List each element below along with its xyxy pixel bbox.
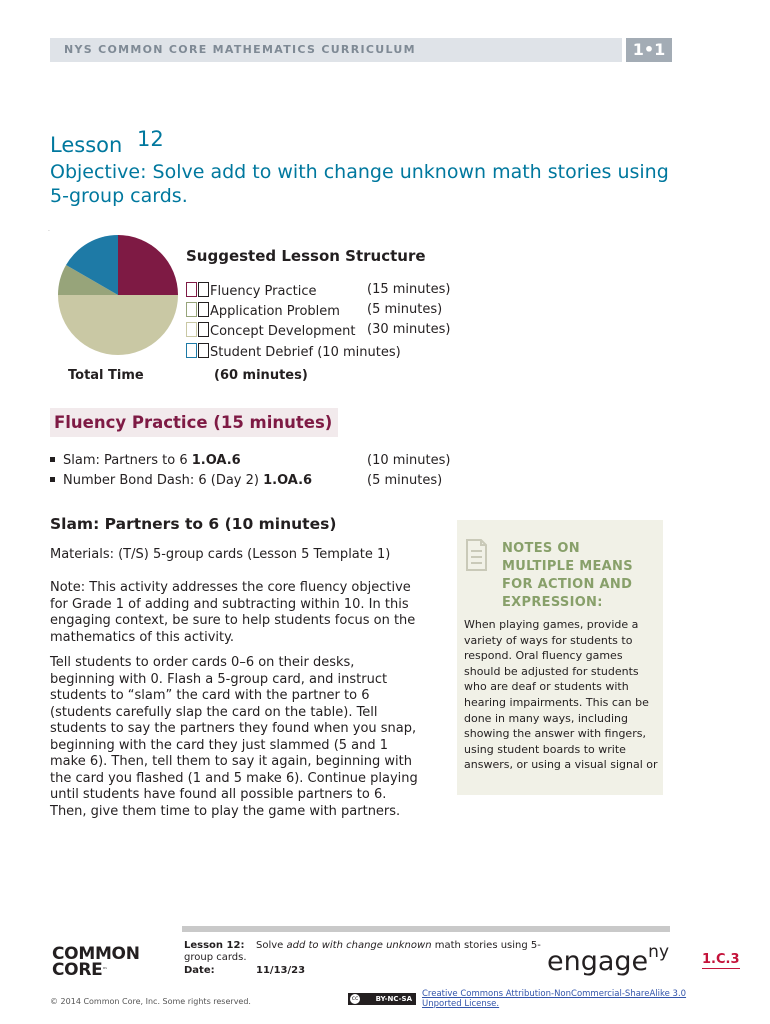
page-code: 1.C.3 (702, 952, 740, 967)
total-time-value: (60 minutes) (214, 368, 308, 383)
cc-icon: cc (351, 995, 359, 1002)
lesson-time-pie-chart (57, 233, 179, 357)
structure-row-time: (30 minutes) (367, 322, 451, 337)
footer-lesson-text-a: Solve (256, 940, 287, 951)
fluency-item-text: Slam: Partners to 6 (63, 453, 192, 468)
pie-slice-fluency (118, 235, 178, 295)
notes-title: NOTES ON MULTIPLE MEANS FOR ACTION AND EXPRESSION: (502, 541, 633, 610)
slam-materials: Materials: (T/S) 5-group cards (Lesson 5 Template 1) (50, 547, 391, 562)
fluency-practice-heading: Fluency Practice (15 minutes) (50, 408, 338, 437)
structure-row-debrief (186, 343, 401, 363)
concept-color-box (186, 322, 197, 337)
notes-body: When playing games, provide a variety of ways for students to respond. Oral fluency games should be adjusted for students who are deaf or students with hearing impairments. This can be done in many ways, including showing the answer with fingers, using student boards to write answers, or using a visual signal or (464, 618, 658, 772)
structure-title: Suggested Lesson Structure (186, 247, 426, 265)
engageny-logo (547, 942, 669, 977)
blank-box (198, 302, 209, 317)
blank-box (198, 322, 209, 337)
lesson-number: 12 (137, 127, 164, 151)
fluency-item-standard: 1.OA.6 (263, 473, 313, 488)
curriculum-title: NYS COMMON CORE MATHEMATICS CURRICULUM (64, 43, 416, 56)
logo-line-2-text: CORE (52, 960, 103, 980)
debrief-color-box (186, 343, 197, 358)
structure-row-time: (5 minutes) (367, 302, 443, 317)
common-core-logo (52, 946, 140, 978)
bullet-icon (50, 477, 55, 482)
total-time-label: Total Time (68, 368, 144, 383)
bullet-icon (50, 457, 55, 462)
structure-row-name: Student Debrief (10 minutes) (210, 345, 401, 360)
logo-line-1: COMMON (52, 944, 140, 964)
structure-row-fluency (186, 282, 451, 302)
stray-mark: . (48, 226, 50, 233)
lesson-label: Lesson (50, 133, 123, 157)
trademark-mark: ™ (102, 967, 108, 973)
engage-ny-text: ny (648, 942, 670, 962)
structure-row-name: Application Problem (210, 304, 340, 319)
fluency-item (50, 453, 241, 468)
footer-lesson-text-b: math stories using 5- (431, 940, 541, 951)
structure-row-application (186, 302, 443, 322)
fluency-item-time: (5 minutes) (367, 473, 443, 488)
engage-text: engage (547, 946, 649, 977)
fluency-item-time: (10 minutes) (367, 453, 451, 468)
slam-note: Note: This activity addresses the core fluency objective for Grade 1 of adding and subtracting within 10. In this engaging context, be sure to help students focus on the mathematics of this activity. (50, 580, 416, 645)
footer-rule (182, 926, 670, 932)
structure-row-time: (15 minutes) (367, 282, 451, 297)
blank-box (198, 343, 209, 358)
copyright-text: © 2014 Common Core, Inc. Some rights reserved. (50, 997, 251, 1006)
structure-row-name: Concept Development (210, 324, 356, 339)
footer-lesson-text-em: add to with change unknown (286, 940, 432, 951)
structure-row-concept (186, 322, 451, 342)
application-color-box (186, 302, 197, 317)
logo-line-2 (52, 962, 140, 978)
footer-lesson-text (256, 940, 541, 951)
license-link[interactable]: Creative Commons Attribution-NonCommercial-ShareAlike 3.0 Unported License. (422, 989, 687, 1009)
footer-date-value: 11/13/23 (256, 965, 306, 976)
pie-slice-concept (58, 295, 178, 355)
footer-date-label: Date: (184, 965, 215, 976)
fluency-item-text: Number Bond Dash: 6 (Day 2) (63, 473, 264, 488)
module-badge: 1•1 (626, 38, 672, 62)
slam-heading: Slam: Partners to 6 (10 minutes) (50, 515, 337, 533)
slam-instructions: Tell students to order cards 0–6 on their desks, beginning with 0. Flash a 5-group card, and instruct students to “slam” the card with the partner to 6 (students carefully slap the card on the table). Tell students to say the partners they found when you snap, beginning with the card they just slammed (5 and 1 make 6). Then, tell them to say it again, beginning with the card you flashed (1 and 5 make 6). Continue playing until students have found all possible partners to 6. Then, give them time to play the game with partners. (50, 655, 418, 819)
footer-lesson-label: Lesson 12: (184, 940, 245, 951)
fluency-item (50, 473, 312, 488)
footer-lesson-text-wrap: group cards. (184, 952, 247, 963)
structure-row-name: Fluency Practice (210, 284, 317, 299)
blank-box (198, 282, 209, 297)
fluency-item-standard: 1.OA.6 (191, 453, 241, 468)
notes-page-icon (464, 538, 488, 572)
cc-license-badge: BY-NC-SA (348, 993, 416, 1005)
lesson-objective: Objective: Solve add to with change unknown math stories using 5-group cards. (50, 161, 669, 207)
fluency-color-box (186, 282, 197, 297)
